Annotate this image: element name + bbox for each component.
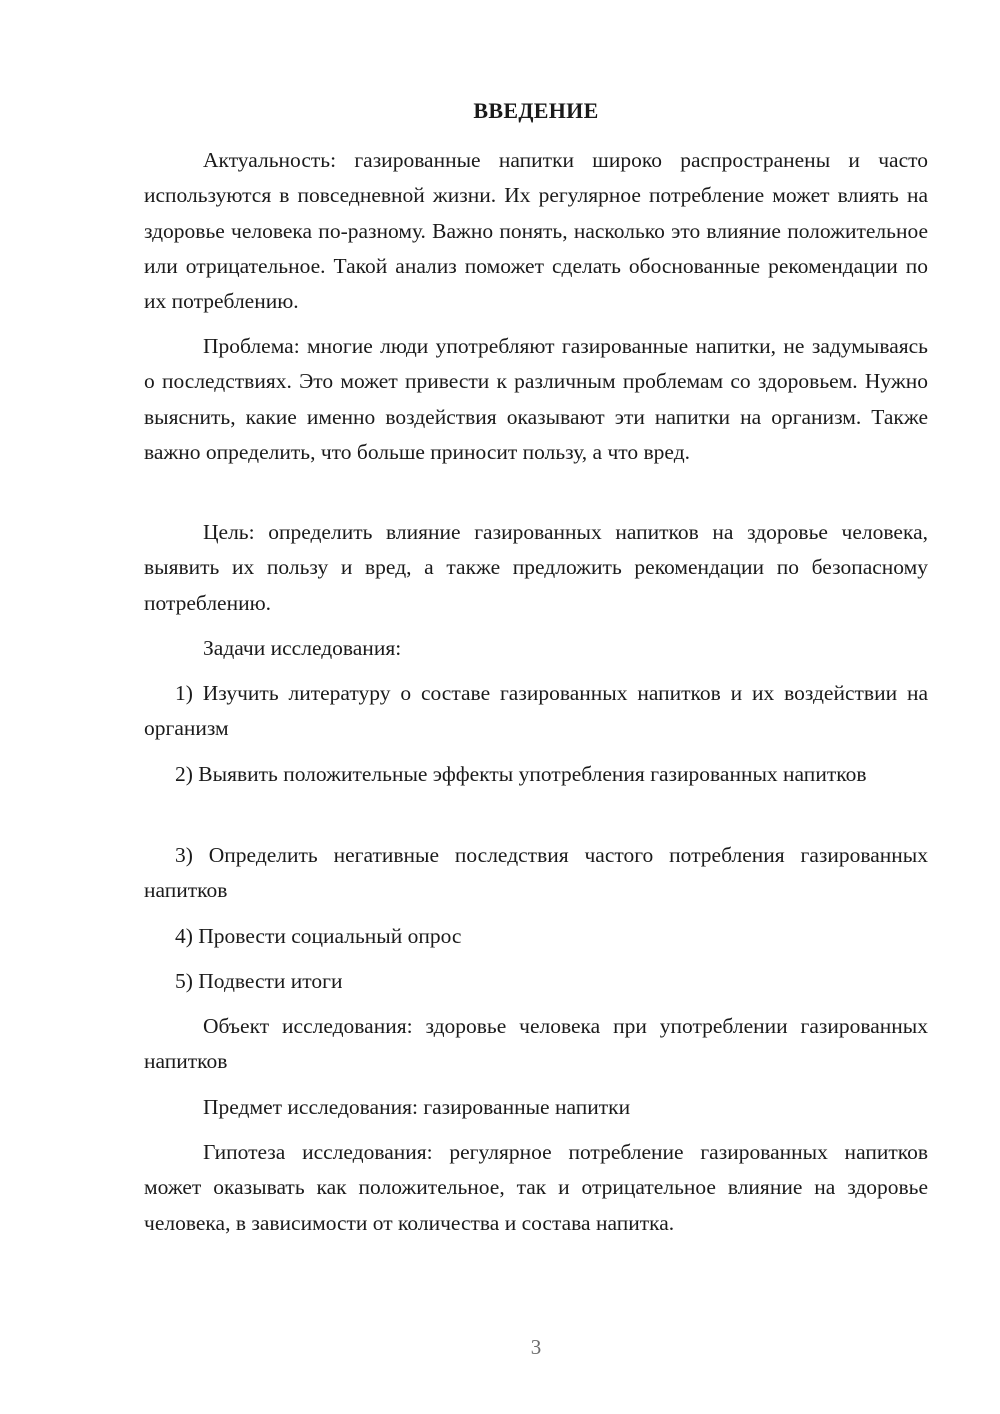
goal-paragraph: Цель: определить влияние газированных напитков на здоровье человека, выявить их пользу и вред, а также предложить рекомендации по безопасному потреблению. (144, 520, 928, 615)
problem-paragraph: Проблема: многие люди употребляют газированные напитки, не задумываясь о последствиях. Это может привести к различным проблемам со здоровьем. Нужно выяснить, какие именно воздействия оказывают эти напитки на организм. Также важно определить, что больше приносит пользу, а что вред. (144, 334, 928, 464)
subject-paragraph: Предмет исследования: газированные напитки (203, 1095, 631, 1119)
relevance-paragraph: Актуальность: газированные напитки широко распространены и часто используются в повседневной жизни. Их регулярное потребление может влиять на здоровье человека по-разному. Важно понять, насколько это влияние положительное или отрицательное. Такой анализ поможет сделать обоснованные рекомендации по их потреблению. (144, 148, 928, 314)
task-item-4: 4) Провести социальный опрос (175, 924, 462, 948)
task-item-1: 1) Изучить литературу о составе газированных напитков и их воздействии на организм (144, 681, 928, 741)
hypothesis-paragraph: Гипотеза исследования: регулярное потребление газированных напитков может оказывать как положительное, так и отрицательное влияние на здоровье человека, в зависимости от количества и состава напитка. (144, 1140, 928, 1235)
page-title: ВВЕДЕНИЕ (473, 98, 599, 123)
task-item-5: 5) Подвести итоги (175, 969, 343, 993)
task-item-2: 2) Выявить положительные эффекты употребления газированных напитков (175, 762, 867, 786)
object-paragraph: Объект исследования: здоровье человека при употреблении газированных напитков (144, 1014, 928, 1074)
task-item-3: 3) Определить негативные последствия частого потребления газированных напитков (144, 843, 928, 903)
page-number: 3 (530, 1335, 542, 1359)
document-page (144, 0, 928, 1414)
tasks-heading: Задачи исследования: (203, 636, 402, 660)
